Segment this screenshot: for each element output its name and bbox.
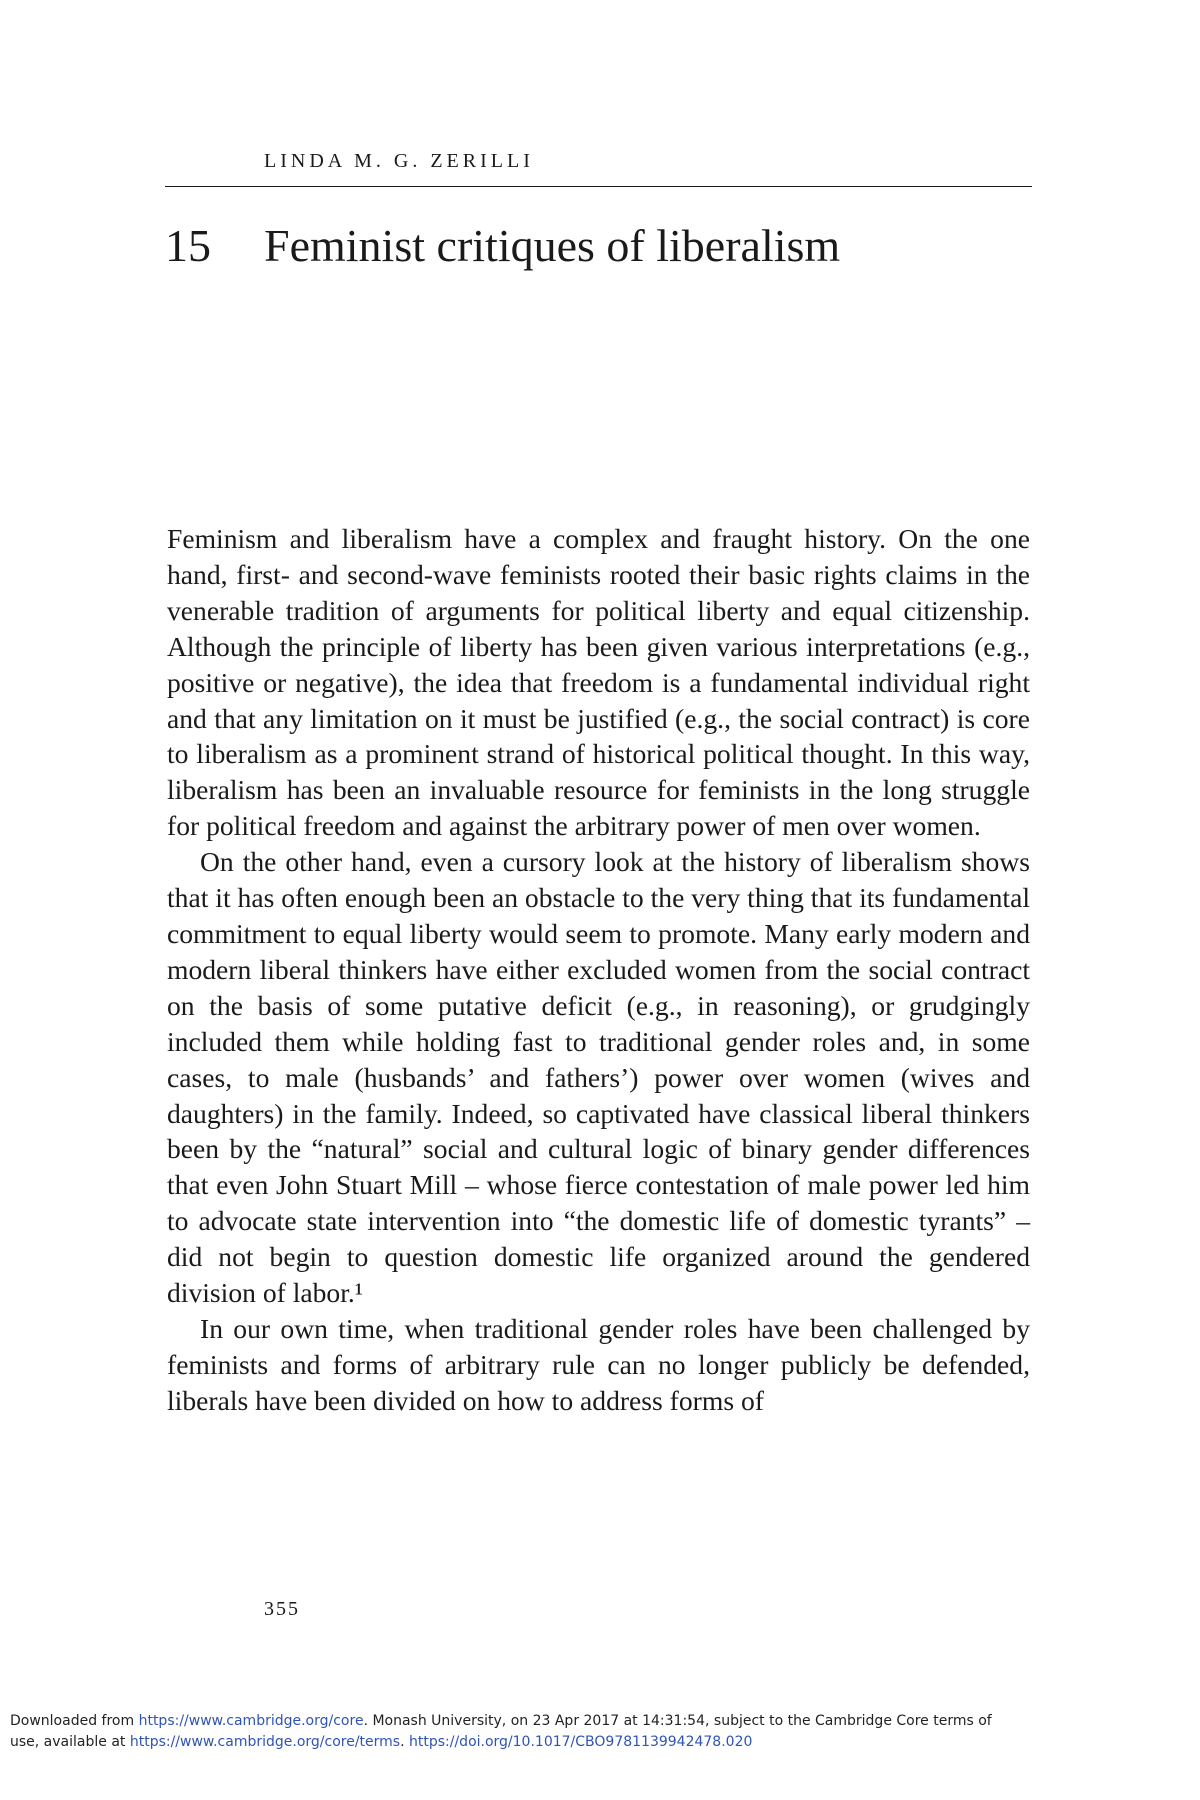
paragraph: In our own time, when traditional gender roles have been challenged by feminists and forms of arbitrary rule can no longer publicly be defended, liberals have been divided on how to address forms of: [167, 1312, 1030, 1416]
footer-line-1: [10, 1711, 1190, 1732]
footer-prefix: Downloaded from: [10, 1713, 139, 1729]
page-number: 355: [264, 1598, 300, 1620]
footer-separator: .: [400, 1734, 409, 1750]
running-head-author: LINDA M. G. ZERILLI: [264, 150, 534, 172]
paragraph: On the other hand, even a cursory look at the history of liberalism shows that it has often enough been an obstacle to the very thing that its fundamental commitment to equal liberty would seem to promote. Many early modern and modern liberal thinkers have either excluded women from the social contract on the basis of some putative deficit (e.g., in reasoning), or grudgingly included them while holding fast to traditional gender roles and, in some cases, to male (husbands’ and fathers’) power over women (wives and daughters) in the family. Indeed, so captivated have classical liberal thinkers been by the “natural” social and cultural logic of binary gender differences that even John Stuart Mill – whose fierce contestation of male power led him to advocate state intervention into “the domestic life of domestic tyrants” – did not begin to question domestic life organized around the gendered division of labor.¹: [167, 846, 1030, 1309]
header-rule: [165, 186, 1032, 187]
download-footer: [10, 1711, 1190, 1753]
footer-access-info: . Monash University, on 23 Apr 2017 at 14:31:54, subject to the Cambridge Core terms of: [363, 1713, 992, 1729]
chapter-body: [167, 521, 1030, 1419]
chapter-number: 15: [165, 220, 211, 271]
footer-line2-prefix: use, available at: [10, 1734, 130, 1750]
terms-link[interactable]: https://www.cambridge.org/core/terms: [129, 1734, 401, 1750]
doi-link[interactable]: https://doi.org/10.1017/CBO9781139942478.020: [409, 1734, 753, 1750]
footer-line-2: [10, 1732, 1190, 1753]
cambridge-core-link[interactable]: https://www.cambridge.org/core: [138, 1713, 364, 1729]
chapter-title: Feminist critiques of liberalism: [264, 220, 841, 271]
paragraph: Feminism and liberalism have a complex and fraught history. On the one hand, first- and second-wave feminists rooted their basic rights claims in the venerable tradition of arguments for political liberty and equal citizenship. Although the principle of liberty has been given various interpretations (e.g., positive or negative), the idea that freedom is a fundamental individual right and that any limitation on it must be justified (e.g., the social contract) is core to liberalism as a prominent strand of historical political thought. In this way, liberalism has been an invaluable resource for feminists in the long struggle for political freedom and against the arbitrary power of men over women.: [167, 523, 1030, 842]
